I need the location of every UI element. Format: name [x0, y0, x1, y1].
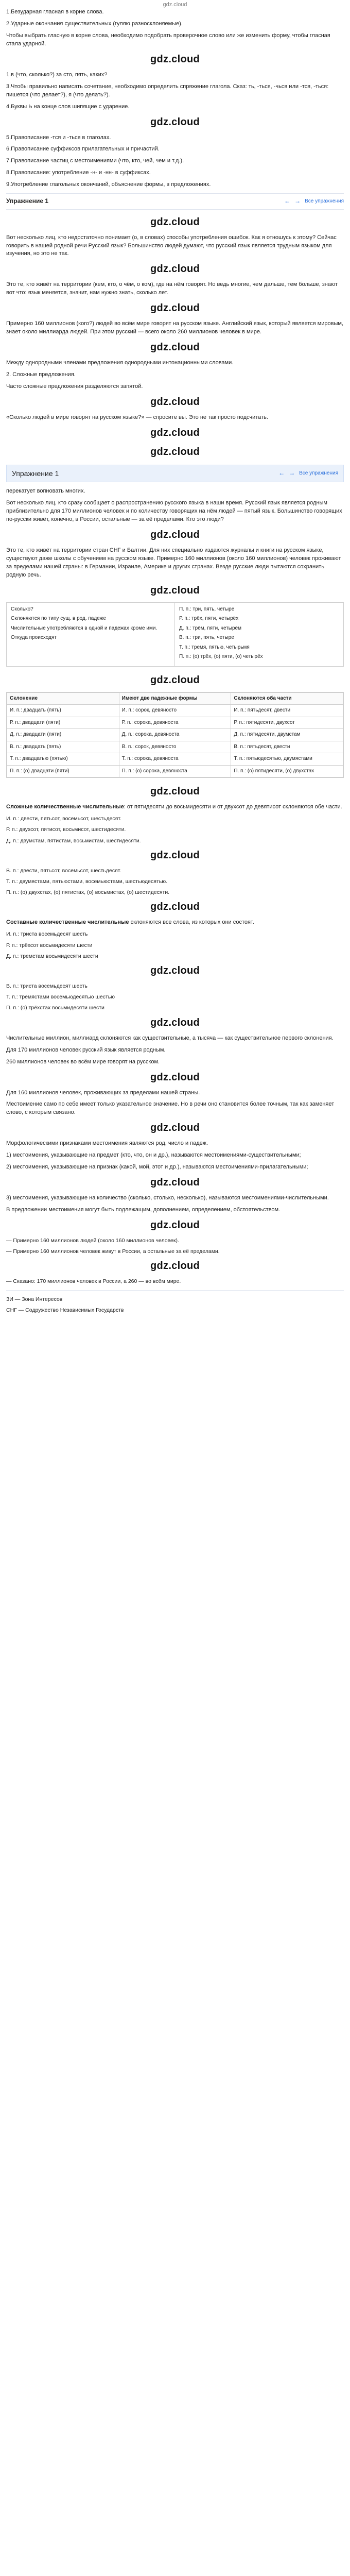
watermark: gdz.cloud: [150, 1016, 200, 1028]
next-arrow-icon[interactable]: →: [289, 469, 295, 477]
exercise-title: Упражнение 1: [12, 469, 59, 478]
compound-lead-rest: : от пятидесяти до восьмидесяти и от двухсот до девятисот склоняются обе части.: [124, 804, 342, 810]
table-header-cell: Склоняются оба части: [231, 692, 343, 705]
exercise-paragraph: Вот несколько лиц, кто сразу сообщает о распространению русского языка в наши время. Русский язык является родным приблизительно для 170 миллионов человек и по количеству говорящих на нём людей — пятый язык. Большинство говорящих по-русски живёт, конечно, в России, остальные — за её пределами. Кто это люди?: [6, 500, 342, 522]
compound-line: И. п.: триста восемьдесят шесть: [6, 931, 88, 938]
table-row: [7, 753, 343, 766]
body-paragraph: Это те, кто живёт на территории (кем, кто, о чём, о ком), где на нём говорят. Но ведь многие, чем дальше, тем больше, знают вот что: язык меняется, значит, нам нужно знать, сколько лет.: [6, 281, 338, 296]
grid-line: П. п.: три, пять, четыре: [179, 606, 235, 612]
compound-line: Т. п.: тремястами восемьюдесятью шестью: [6, 994, 115, 1001]
exercise-nav: [284, 197, 344, 206]
bottom-examples: [6, 1237, 344, 1286]
compound-line: Д. п.: тремстам восьмидесяти шести: [6, 953, 98, 959]
exercise-paragraph: Это те, кто живёт на территории стран СНГ и Балтии. Для них специально издаются журналы и книги на русском языке, существуют даже школы с обучением на русском языке. Примерно 160 миллионов (около 160 миллионов) человек проживают за пределами нашей страны: в Германии, Израиле, Америке и других странах. Везде русские люди пытаются сохранить родную речь.: [6, 547, 341, 578]
intro-item: 9.Употребление глагольных окончаний, объяснение формы, в предложениях.: [6, 181, 211, 188]
compound-lead2-rest: склоняются все слова, из которых они состоят.: [129, 919, 254, 926]
exercise-header: [6, 193, 344, 209]
top-watermark: gdz.cloud: [163, 2, 187, 8]
grid-left: [7, 603, 175, 666]
intro-item: 5.Правописание -тся и -ться в глаголах.: [6, 134, 111, 141]
intro-item: 3.Чтобы правильно написать сочетание, необходимо определить спряжение глагола. Сказ: ть, -ться, -чься или -тся, -ться: пишется (что делает?), я (что делать?).: [6, 83, 329, 98]
body-paragraph: Вот несколько лиц, кто недостаточно понимает (о, в словах) способы употребления ошибок. Как я отношусь к этому? Сейчас говорить в нашей родной речи Русский язык? Большинство людей думают, что русский язык является трудным языком для изучения, но это не так.: [6, 234, 337, 257]
table-cell: П. п.: (о) пятидесяти, (о) двухстах: [231, 765, 343, 777]
closing-paragraph: В предложении местоимения могут быть подлежащим, дополнением, определением, обстоятельством.: [6, 1207, 281, 1213]
watermark: gdz.cloud: [150, 342, 200, 353]
closing-paragraph: Местоимение само по себе имеет только указательное значение. Но в речи оно становится более точным, так как заменяет слово, с которым связано.: [6, 1101, 335, 1116]
table-cell: В. п.: двадцать (пять): [7, 741, 119, 753]
footer-notes: [6, 1296, 344, 1314]
grid-right: [175, 603, 343, 666]
table-row: [7, 705, 343, 717]
watermark: gdz.cloud: [150, 53, 200, 65]
closing-paragraph: 2) местоимения, указывающие на признак (какой, мой, этот и др.), называются местоимениями-прилагательными;: [6, 1164, 308, 1171]
table-row: [7, 765, 343, 777]
watermark: gdz.cloud: [150, 446, 200, 457]
section-paragraph: Между однородными членами предложения однородными интонационными словами.: [6, 360, 234, 366]
intro-list: [6, 8, 344, 189]
watermark: gdz.cloud: [150, 427, 200, 438]
table-cell: Т. п.: сорока, девяноста: [119, 753, 231, 766]
intro-item: 7.Правописание частиц с местоимениями (что, кто, чей, чем и т.д.).: [6, 158, 184, 164]
section-2: [6, 359, 344, 422]
compound-line: Т. п.: двумястами, пятьюстами, восемьюстами, шестьюдесятью.: [6, 878, 168, 885]
example-line: — Сказано: 170 миллионов человек в России, а 260 — во всём мире.: [6, 1278, 181, 1285]
closing-paragraph: Для 160 миллионов человек, проживающих за пределами нашей страны.: [6, 1089, 200, 1096]
exercise-title: Упражнение 1: [6, 197, 48, 205]
declension-table-wrap: [6, 692, 344, 778]
watermark: gdz.cloud: [150, 1260, 200, 1272]
table-cell: П. п.: (о) двадцати (пяти): [7, 765, 119, 777]
watermark: gdz.cloud: [150, 1071, 200, 1083]
intro-item: 4.Буквы Ь на конце слов шипящие с ударение.: [6, 103, 130, 110]
grid-line: П. п.: (о) трёх, (о) пяти, (о) четырёх: [179, 654, 263, 660]
compound-line: В. п.: триста восемьдесят шесть: [6, 983, 87, 990]
compound-lead-2: [6, 919, 344, 927]
watermark: gdz.cloud: [150, 396, 200, 408]
table-cell: Р. п.: сорока, девяноста: [119, 717, 231, 729]
closing-text: [6, 1035, 344, 1214]
table-cell: И. п.: двадцать (пять): [7, 705, 119, 717]
watermark: gdz.cloud: [150, 263, 200, 275]
grid-line: В. п.: три, пять, четыре: [179, 635, 234, 641]
exercise-banner: [6, 465, 344, 482]
watermark: gdz.cloud: [150, 786, 200, 798]
table-header-cell: Имеют две падежные формы: [119, 692, 231, 705]
compound-lead2-bold: Составные количественные числительные: [6, 919, 129, 926]
closing-paragraph: Числительные миллион, миллиард склоняются как существительные, а тысяча — как существительное первого склонения.: [6, 1035, 334, 1041]
table-cell: Т. п.: пятьюдесятью, двумястами: [231, 753, 343, 766]
content: [0, 8, 350, 1314]
example-line: — Примерно 160 миллионов людей (около 160 миллионов человек).: [6, 1238, 179, 1244]
table-cell: Р. п.: двадцати (пяти): [7, 717, 119, 729]
compound-line: Р. п.: трёхсот восьмидесяти шести: [6, 942, 93, 948]
divider: [6, 1290, 344, 1291]
watermark: gdz.cloud: [150, 849, 200, 861]
all-exercises-link[interactable]: Все упражнения: [305, 198, 344, 204]
table-cell: В. п.: пятьдесят, двести: [231, 741, 343, 753]
compound-section: [6, 803, 344, 1012]
prev-arrow-icon[interactable]: ←: [284, 197, 291, 205]
closing-paragraph: 1) местоимения, указывающие на предмет (кто, что, он и др.), называются местоимениями-существительными;: [6, 1152, 301, 1159]
table-cell: В. п.: сорок, девяносто: [119, 741, 231, 753]
intro-item: 1.Безударная гласная в корне слова.: [6, 9, 104, 15]
compound-line: В. п.: двести, пятьсот, восемьсот, шестьдесят.: [6, 867, 121, 874]
grid-line: Сколько?: [11, 606, 33, 612]
intro-item: Чтобы выбрать гласную в корне слова, необходимо подобрать проверочное слово или же изменить форму, чтобы гласная стала ударной.: [6, 32, 330, 47]
footer-note: ЗИ — Зона Интересов: [6, 1296, 63, 1302]
table-cell: Д. п.: пятидесяти, двумстам: [231, 729, 343, 741]
table-row: [7, 717, 343, 729]
watermark: gdz.cloud: [150, 1122, 200, 1134]
compound-lead-bold: Сложные количественные числительные: [6, 804, 124, 810]
prev-arrow-icon[interactable]: ←: [278, 469, 285, 477]
example-line: — Примерно 160 миллионов человек живут в России, а остальные за её пределами.: [6, 1248, 220, 1255]
compound-line: П. п.: (о) трёхстах восьмидесяти шести: [6, 1005, 104, 1011]
closing-paragraph: 260 миллионов человек во всём мире говорят на русском.: [6, 1058, 160, 1065]
all-exercises-link[interactable]: Все упражнения: [299, 470, 338, 476]
section-paragraph: «Сколько людей в мире говорят на русском языке?» — спросите вы. Это не так просто подсчитать.: [6, 414, 268, 420]
exercise-header: [12, 468, 338, 479]
intro-item: 8.Правописание: употребление -н- и -нн- в суффиксах.: [6, 170, 151, 176]
watermark: gdz.cloud: [150, 674, 200, 686]
table-cell: П. п.: (о) сорока, девяноста: [119, 765, 231, 777]
footer-note: СНГ — Содружество Независимых Государств: [6, 1307, 124, 1313]
grid-line: Числительные употребляются в одной и падежах кроме ими.: [11, 625, 157, 631]
grid-line: Д. п.: трём, пяти, четырём: [179, 625, 241, 631]
exercise-paragraph: перекатует вопновать многих.: [6, 488, 85, 495]
intro-item: 6.Правописание суффиксов прилагательных и причастий.: [6, 146, 160, 152]
grid-line: Р. п.: трёх, пяти, четырёх: [179, 616, 239, 622]
watermark: gdz.cloud: [150, 1219, 200, 1231]
exercise-1b-text: [6, 487, 344, 580]
compound-line: И. п.: двести, пятьсот, восемьсот, шестьдесят.: [6, 816, 121, 822]
watermark: gdz.cloud: [150, 216, 200, 228]
watermark: gdz.cloud: [150, 116, 200, 128]
watermark: gdz.cloud: [150, 584, 200, 596]
watermark: gdz.cloud: [150, 965, 200, 977]
table-row: [7, 729, 343, 741]
section-paragraph: Часто сложные предложения разделяются запятой.: [6, 383, 143, 390]
closing-paragraph: 3) местоимения, указывающие на количество (сколько, столько, несколько), называются местоимениями-числительными.: [6, 1195, 329, 1201]
table-cell: Д. п.: сорока, девяноста: [119, 729, 231, 741]
table-cell: И. п.: пятьдесят, двести: [231, 705, 343, 717]
watermark: gdz.cloud: [150, 529, 200, 540]
comparison-grid: [6, 602, 344, 667]
table-cell: Д. п.: двадцати (пяти): [7, 729, 119, 741]
table-cell: Р. п.: пятидесяти, двухсот: [231, 717, 343, 729]
table-cell: Т. п.: двадцатью (пятью): [7, 753, 119, 766]
watermark: gdz.cloud: [150, 1177, 200, 1189]
exercise-nav: [278, 469, 338, 478]
closing-paragraph: Для 170 миллионов человек русский язык является родным.: [6, 1046, 166, 1053]
grid-line: Т. п.: тремя, пятью, четырьмя: [179, 644, 250, 650]
watermark: gdz.cloud: [150, 302, 200, 314]
compound-line: Р. п.: двухсот, пятисот, восьмисот, шестидесяти.: [6, 826, 126, 833]
table-cell: И. п.: сорок, девяносто: [119, 705, 231, 717]
closing-paragraph: Морфологическими признаками местоимения являются род, число и падеж.: [6, 1140, 208, 1147]
grid-line: Склоняются по типу сущ. в род. падеже: [11, 616, 106, 622]
compound-lead: [6, 803, 344, 811]
next-arrow-icon[interactable]: →: [294, 197, 301, 205]
compound-line: Д. п.: двумстам, пятистам, восьмистам, шестидесяти.: [6, 837, 141, 844]
table-header-row: [7, 692, 343, 705]
intro-item: 2.Ударные окончания существительных (гуляю разносклоняемые).: [6, 20, 183, 27]
section-paragraph: 2. Сложные предложения.: [6, 371, 76, 378]
declension-table: [7, 692, 343, 778]
body-text: [6, 234, 344, 337]
compound-line: П. п.: (о) двухстах, (о) пятистах, (о) восьмистах, (о) шестидесяти.: [6, 889, 170, 896]
table-row: [7, 741, 343, 753]
grid-line: Откуда происходят: [11, 635, 57, 641]
table-header-cell: Склонение: [7, 692, 119, 705]
body-paragraph: Примерно 160 миллионов (кого?) людей во всём мире говорят на русском языке. Английский язык, который является мировым, знает около миллиарда людей. При этом русский — всего около 260 миллионов человек в мире.: [6, 320, 343, 335]
intro-item: 1.в (что, сколько?) за сто, пять, каких?: [6, 71, 108, 78]
watermark: gdz.cloud: [150, 901, 200, 913]
